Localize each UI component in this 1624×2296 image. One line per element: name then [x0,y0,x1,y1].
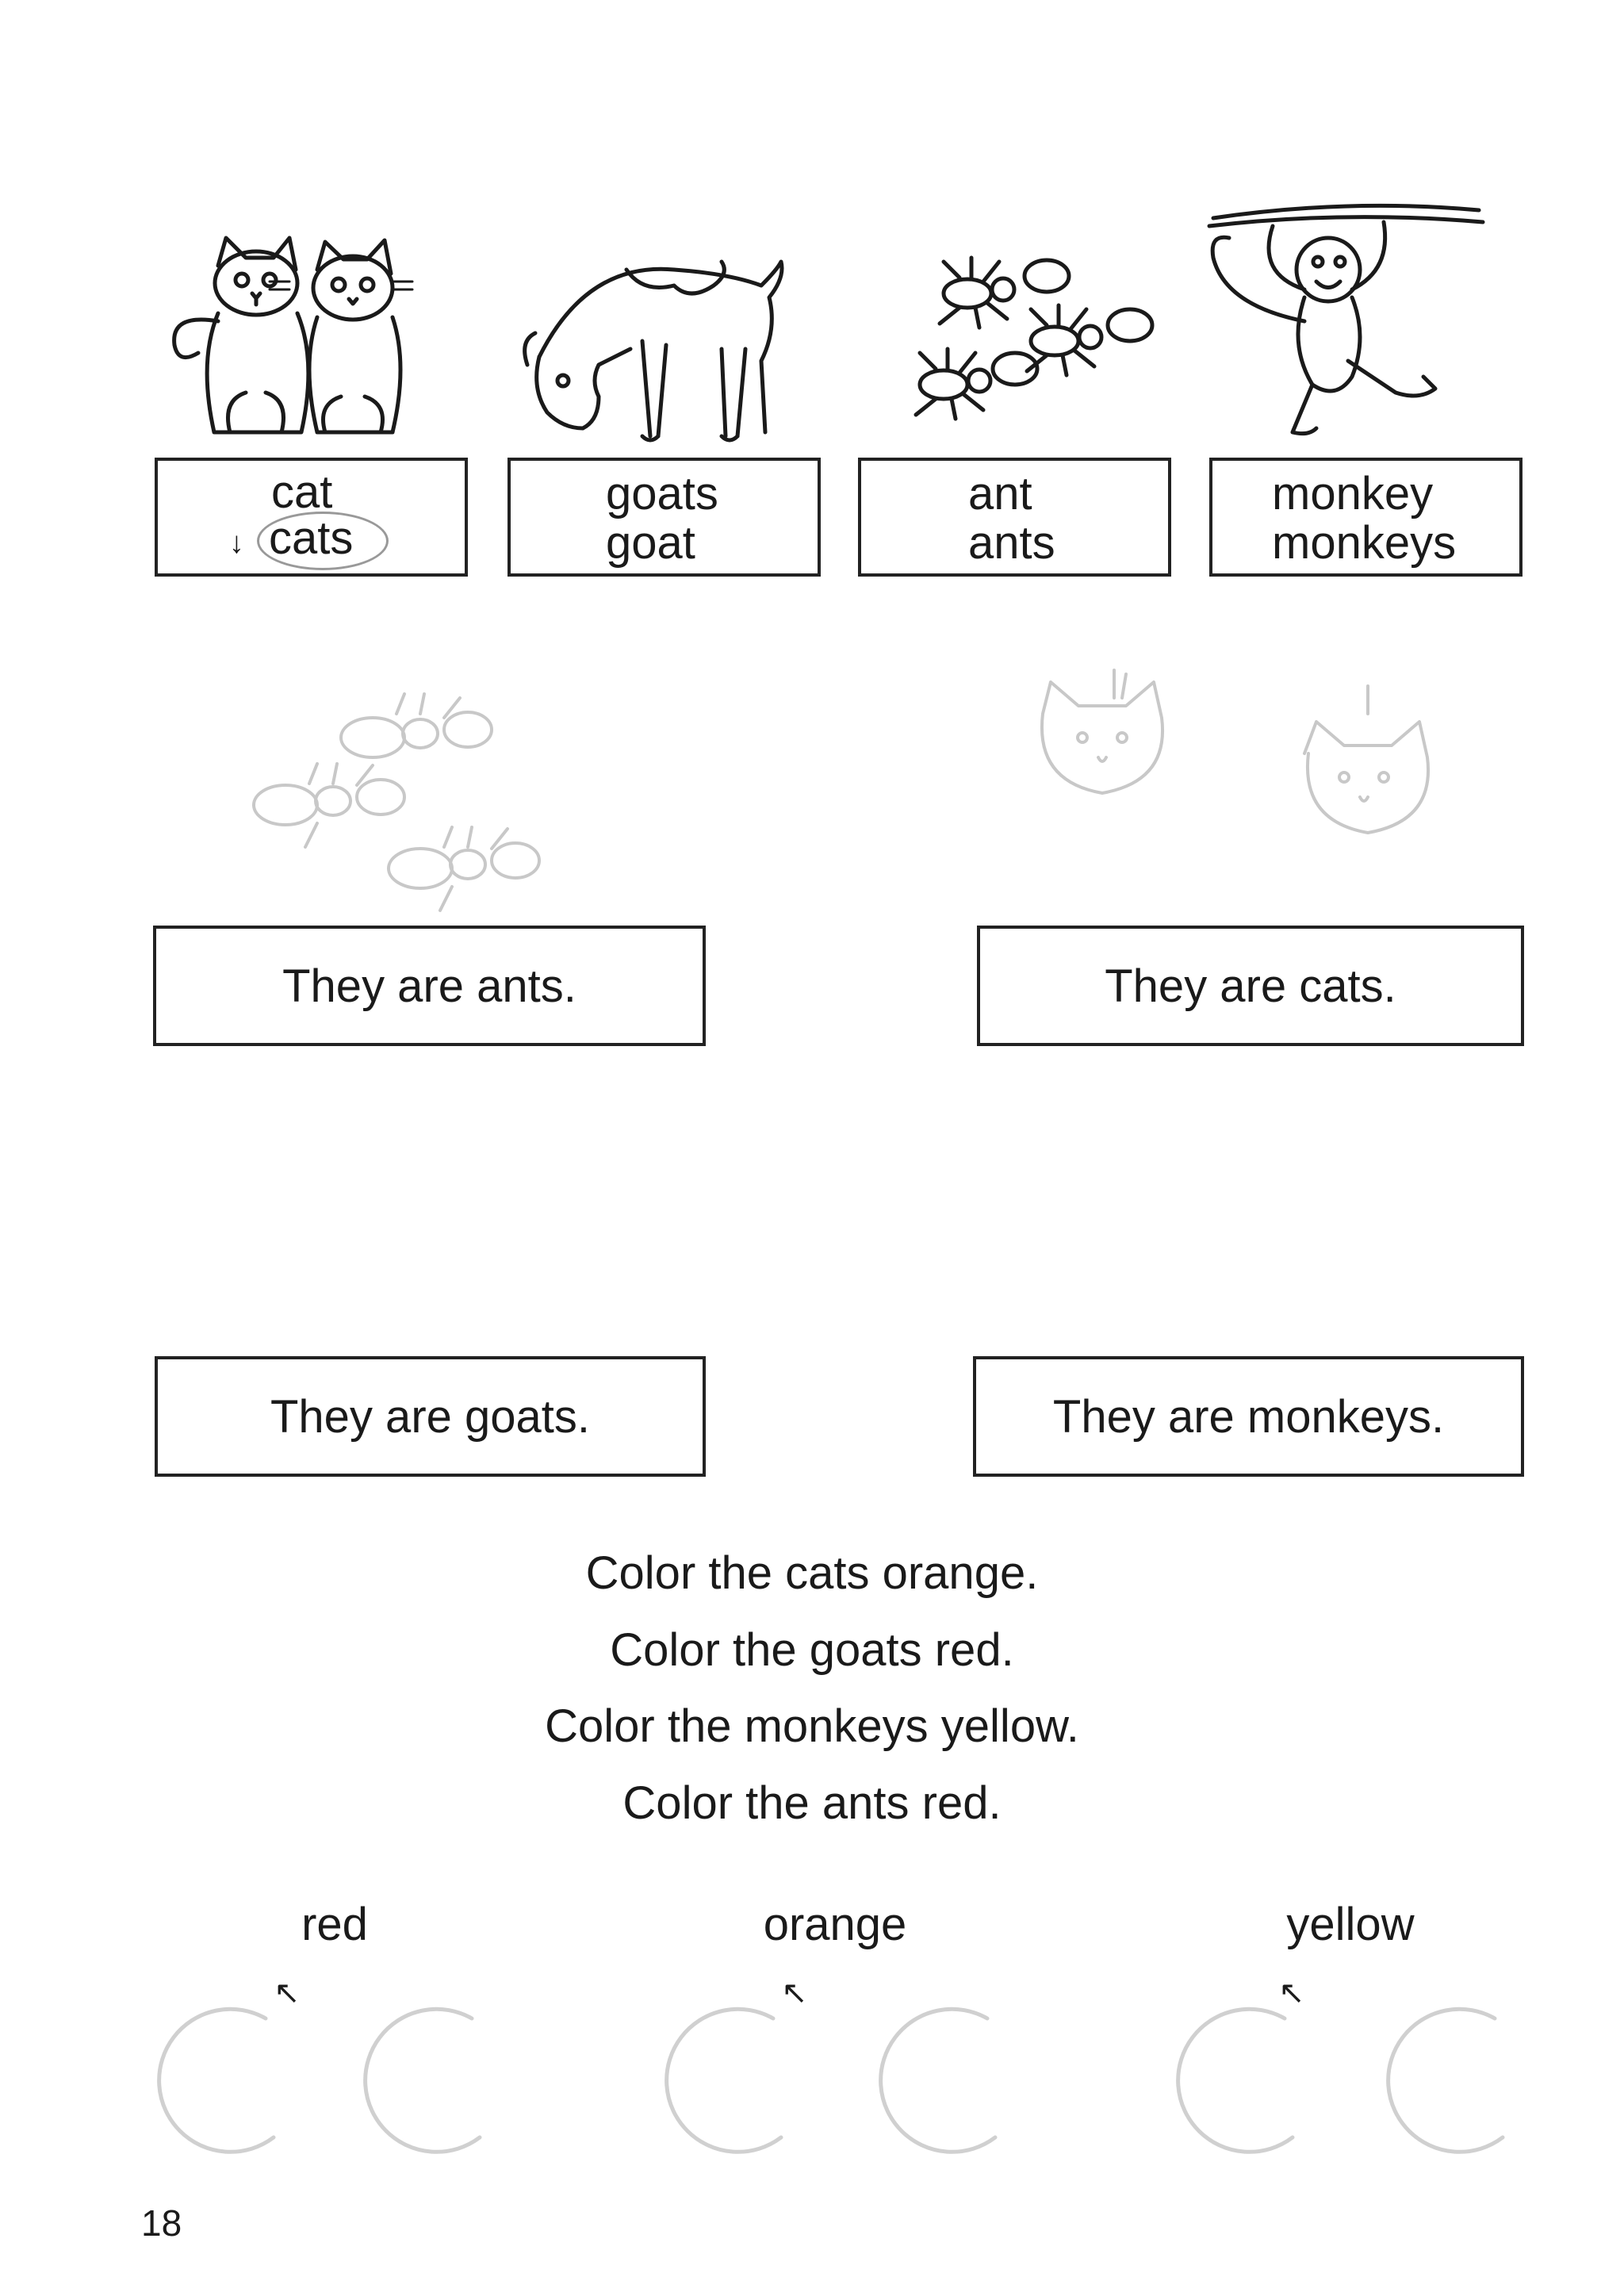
word-monkey: monkey [1272,468,1434,519]
word-goats: goats [606,468,718,519]
stroke-start-arrow-icon: ↖ [274,1976,301,2010]
instruction-cats: Color the cats orange. [585,1547,1039,1599]
sentence-box-cats: They are cats. [977,926,1524,1046]
word-cats-circled: cats [269,512,354,564]
word-box-cat [155,458,468,577]
word-box-ant [858,458,1171,577]
faded-ants-picture [238,690,579,928]
sentence-box-monkeys: They are monkeys. [973,1356,1524,1477]
color-word-yellow: yellow [1286,1899,1415,1950]
word-box-goat [508,458,821,577]
page-number: 18 [141,2202,182,2244]
ants-picture [896,254,1158,420]
word-ants: ants [968,517,1055,569]
answer-mark-arrow: ↓ [229,527,244,560]
instruction-monkeys: Color the monkeys yellow. [545,1700,1079,1752]
word-cat: cat [271,466,333,518]
color-word-orange: orange [763,1899,907,1950]
answer-circle [257,512,389,570]
word-goat: goat [606,517,695,569]
color-word-red: red [301,1899,368,1950]
monkey-picture [1209,202,1483,460]
cats-picture [170,234,432,448]
sentence-box-goats: They are goats. [155,1356,706,1477]
stroke-start-arrow-icon: ↖ [1278,1976,1305,2010]
instruction-goats: Color the goats red. [610,1624,1014,1676]
letter-c-trace [147,1995,1534,2161]
stroke-start-arrow-icon: ↖ [781,1976,808,2010]
instruction-ants: Color the ants red. [622,1777,1002,1829]
word-box-monkey [1209,458,1522,577]
word-monkeys: monkeys [1272,517,1457,569]
sentence-box-ants: They are ants. [153,926,706,1046]
word-ant: ant [968,468,1032,519]
faded-cat-faces-picture [1027,666,1471,857]
goat-picture [508,254,801,452]
